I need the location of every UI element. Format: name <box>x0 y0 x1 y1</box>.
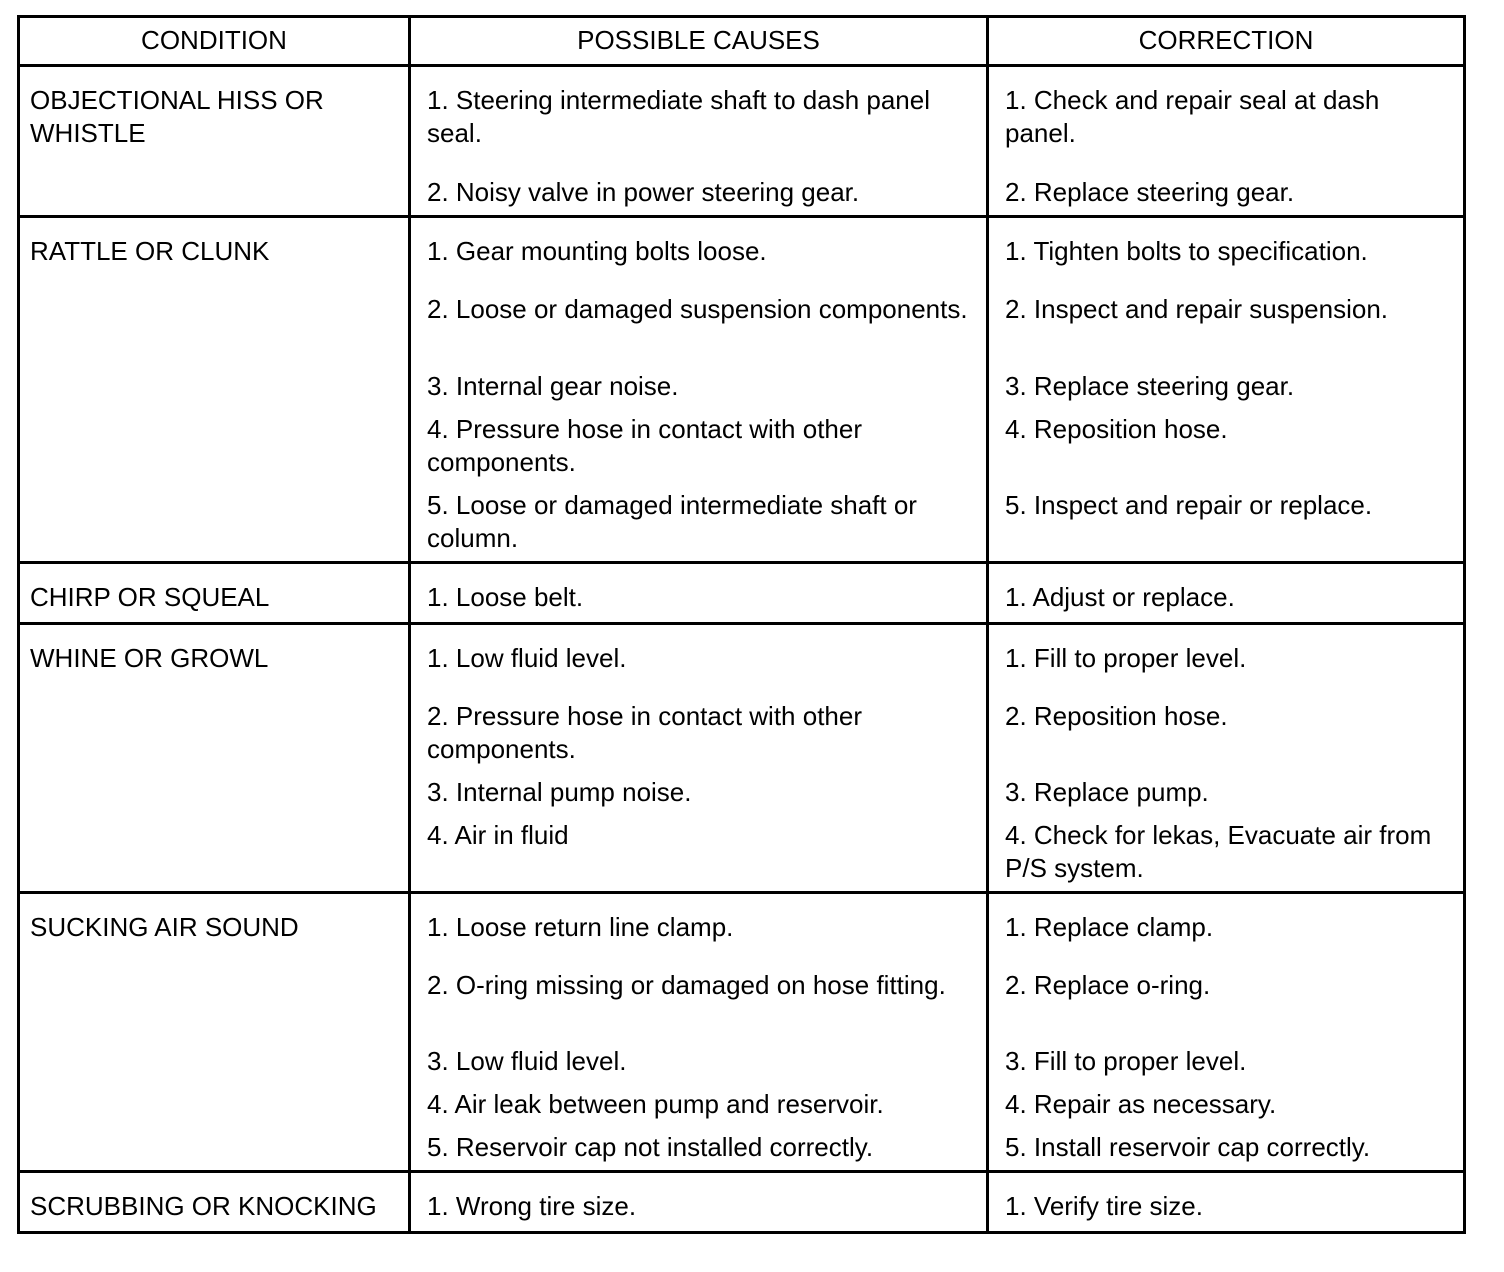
causes-cell <box>410 217 988 563</box>
corrections-cell <box>988 66 1465 217</box>
correction-item: 4. Reposition hose. <box>1005 414 1228 444</box>
correction-item: 4. Repair as necessary. <box>1005 1089 1277 1119</box>
cause-item: 4. Air leak between pump and reservoir. <box>427 1089 884 1119</box>
correction-item: 1. Check and repair seal at dash panel. <box>1005 85 1380 148</box>
cause-item: 2. Loose or damaged suspension components. <box>427 294 968 324</box>
causes-cell <box>410 1172 988 1233</box>
correction-item: 5. Inspect and repair or replace. <box>1005 490 1373 520</box>
corrections-cell <box>988 1172 1465 1233</box>
cause-item: 3. Low fluid level. <box>427 1046 627 1076</box>
correction-item: 3. Fill to proper level. <box>1005 1046 1247 1076</box>
correction-item: 1. Replace clamp. <box>1005 912 1214 942</box>
cause-item: 4. Air in fluid <box>427 820 569 850</box>
correction-item: 1. Fill to proper level. <box>1005 643 1247 673</box>
correction-item: 3. Replace steering gear. <box>1005 371 1295 401</box>
cause-item: 2. Pressure hose in contact with other components. <box>427 701 863 764</box>
table-row <box>19 563 1465 624</box>
cause-item: 1. Wrong tire size. <box>427 1191 637 1221</box>
correction-item: 2. Reposition hose. <box>1005 701 1228 731</box>
cause-item: 2. O-ring missing or damaged on hose fitting. <box>427 970 946 1000</box>
causes-cell <box>410 563 988 624</box>
cause-item: 1. Loose belt. <box>427 582 584 612</box>
header-causes: POSSIBLE CAUSES <box>410 17 988 66</box>
header-correction: CORRECTION <box>988 17 1465 66</box>
corrections-cell <box>988 563 1465 624</box>
causes-cell <box>410 66 988 217</box>
corrections-cell <box>988 624 1465 893</box>
correction-item: 1. Verify tire size. <box>1005 1191 1203 1221</box>
causes-cell <box>410 893 988 1172</box>
condition-cell: CHIRP OR SQUEAL <box>19 563 410 624</box>
correction-item: 5. Install reservoir cap correctly. <box>1005 1132 1371 1162</box>
table-body <box>19 66 1465 1233</box>
corrections-cell <box>988 217 1465 563</box>
table-row <box>19 66 1465 217</box>
cause-item: 3. Internal pump noise. <box>427 777 692 807</box>
causes-cell <box>410 624 988 893</box>
table-row <box>19 893 1465 1172</box>
correction-item: 2. Inspect and repair suspension. <box>1005 294 1389 324</box>
correction-item: 1. Tighten bolts to specification. <box>1005 236 1368 266</box>
header-condition: CONDITION <box>19 17 410 66</box>
correction-item: 2. Replace steering gear. <box>1005 177 1295 207</box>
header-row <box>19 17 1465 66</box>
table-row <box>19 1172 1465 1233</box>
table-row <box>19 217 1465 563</box>
cause-item: 1. Low fluid level. <box>427 643 627 673</box>
cause-item: 1. Gear mounting bolts loose. <box>427 236 767 266</box>
correction-item: 2. Replace o-ring. <box>1005 970 1211 1000</box>
correction-item: 4. Check for lekas, Evacuate air from P/S system. <box>1005 820 1432 883</box>
correction-item: 3. Replace pump. <box>1005 777 1209 807</box>
cause-item: 4. Pressure hose in contact with other components. <box>427 414 863 477</box>
diagnosis-table <box>17 15 1466 1234</box>
condition-cell: SCRUBBING OR KNOCKING <box>19 1172 410 1233</box>
corrections-cell <box>988 893 1465 1172</box>
correction-item: 1. Adjust or replace. <box>1005 582 1235 612</box>
cause-item: 3. Internal gear noise. <box>427 371 679 401</box>
cause-item: 5. Reservoir cap not installed correctly. <box>427 1132 874 1162</box>
condition-cell: WHINE OR GROWL <box>19 624 410 893</box>
condition-cell: SUCKING AIR SOUND <box>19 893 410 1172</box>
cause-item: 1. Steering intermediate shaft to dash panel seal. <box>427 85 930 148</box>
cause-item: 2. Noisy valve in power steering gear. <box>427 177 860 207</box>
condition-cell: OBJECTIONAL HISS OR WHISTLE <box>19 66 410 217</box>
cause-item: 5. Loose or damaged intermediate shaft or column. <box>427 490 917 553</box>
table-row <box>19 624 1465 893</box>
cause-item: 1. Loose return line clamp. <box>427 912 734 942</box>
condition-cell: RATTLE OR CLUNK <box>19 217 410 563</box>
